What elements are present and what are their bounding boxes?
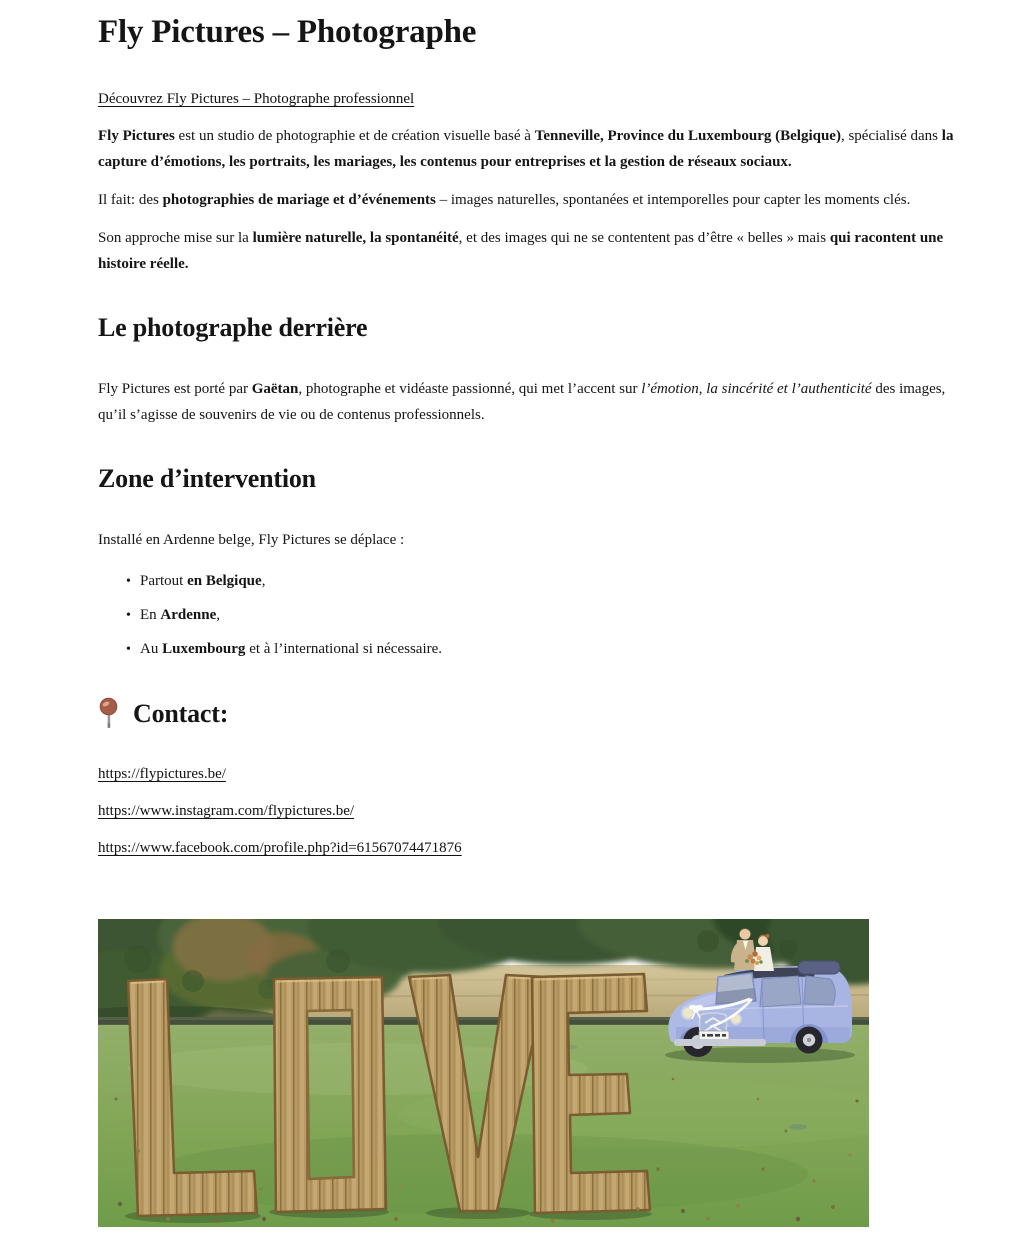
page-title: Fly Pictures – Photographe [98, 14, 477, 50]
approach-paragraph: Son approche mise sur la lumière naturelle, la spontanéité, et des images qui ne se contentent pas d’être « belles » mais qui racontent une histoire réelle. [98, 230, 944, 272]
hero-photo [98, 919, 869, 1227]
facebook-link[interactable]: https://www.facebook.com/profile.php?id=61567074471876 [98, 840, 462, 856]
coverage-item-luxembourg: • Au Luxembourg et à l’international si nécessaire. [126, 636, 957, 663]
intro-link-paragraph [98, 86, 957, 112]
website-link-paragraph [98, 761, 957, 787]
section-heading-photographer: Le photographe derrière [98, 313, 368, 342]
instagram-link[interactable]: https://www.instagram.com/flypictures.be/ [98, 803, 355, 819]
coverage-item-belgium: • Partout en Belgique, [126, 568, 957, 595]
coverage-list [98, 568, 957, 663]
photographer-paragraph: Fly Pictures est porté par Gaëtan, photographe et vidéaste passionné, qui met l’accent sur l’émotion, la sincérité et l’authenticité des images, qu’il s’agisse de souvenirs de vie ou de contenus professionnels. [98, 381, 946, 423]
intro-paragraph: Fly Pictures est un studio de photographie et de création visuelle basé à Tenneville, Province du Luxembourg (Belgique), spécialisé dans la capture d’émotions, les portraits, les mariages, les contenus pour entreprises et la gestion de réseaux sociaux. [98, 128, 954, 170]
services-paragraph: Il fait: des photographies de mariage et d’événements – images naturelles, spontanées et intemporelles pour capter les moments clés. [98, 192, 911, 208]
section-heading-contact [98, 697, 957, 731]
instagram-link-paragraph [98, 798, 957, 824]
section-heading-zone: Zone d’intervention [98, 464, 316, 493]
hero-photo-illustration [98, 919, 869, 1227]
round-pushpin-icon [98, 697, 119, 731]
coverage-item-ardenne: • En Ardenne, [126, 602, 957, 629]
contact-heading-label: Contact: [133, 699, 229, 728]
zone-lead-paragraph: Installé en Ardenne belge, Fly Pictures se déplace : [98, 532, 405, 548]
website-link[interactable]: https://flypictures.be/ [98, 766, 226, 782]
intro-link[interactable]: Découvrez Fly Pictures – Photographe professionnel [98, 91, 415, 107]
facebook-link-paragraph [98, 835, 957, 861]
